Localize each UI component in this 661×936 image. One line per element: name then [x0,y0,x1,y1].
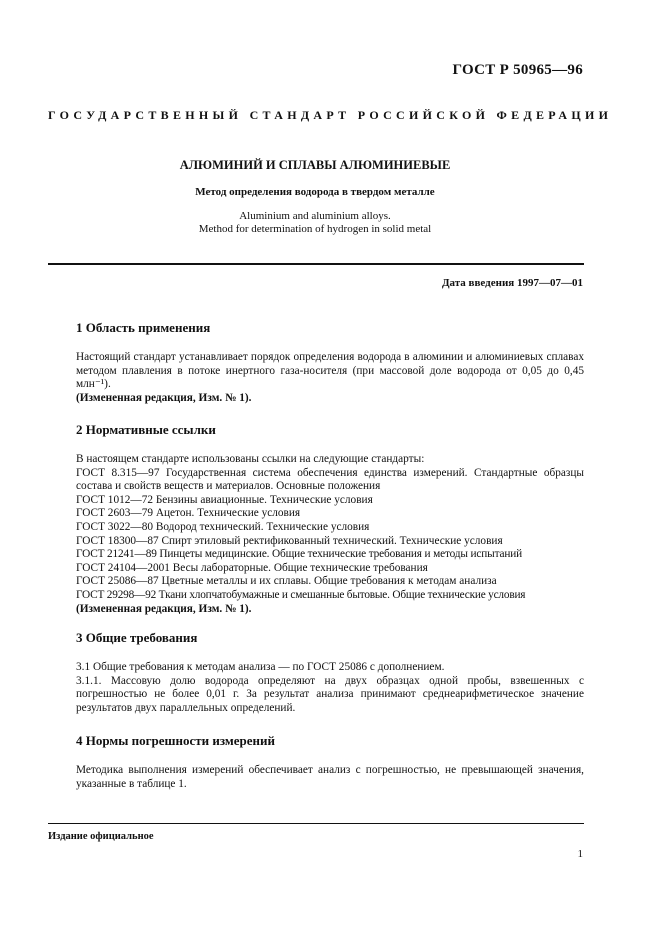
english-title [48,210,582,236]
section-1-text: Настоящий стандарт устанавливает порядок определения водорода в алюминии и алюминиевых сплавах методом плавления в потоке инертного газа-носителя (при массовой доле водорода от 0,05 до 0,45 млн⁻¹). [76,351,584,391]
section-3-heading: 3 Общие требования [76,630,198,645]
bottom-divider [48,823,584,824]
english-title-line-2: Method for determination of hydrogen in solid metal [198,223,432,235]
section-1-amendment: (Измененная редакция, Изм. № 1). [76,391,252,404]
reference-item: ГОСТ 21241—89 Пинцеты медицинские. Общие технические требования и методы испытаний [76,548,523,561]
state-standard-header: ГОСУДАРСТВЕННЫЙ СТАНДАРТ РОССИЙСКОЙ ФЕДЕРАЦИИ [48,108,613,122]
section-3-paragraph-2: 3.1.1. Массовую долю водорода определяют на двух образцах одной пробы, взвешенных с погрешностью не более 0,01 г. За результат анализа принимают среднеарифметическое значение результатов двух параллельных определений. [76,674,584,714]
introduction-date: Дата введения 1997—07—01 [441,277,583,289]
document-number: ГОСТ Р 50965—96 [452,62,583,78]
top-divider [48,263,584,265]
document-title: АЛЮМИНИЙ И СПЛАВЫ АЛЮМИНИЕВЫЕ [179,158,451,172]
page-number: 1 [577,848,583,860]
reference-item: ГОСТ 2603—79 Ацетон. Технические условия [76,507,301,520]
reference-item: ГОСТ 8.315—97 Государственная система обеспечения единства измерений. Стандартные образцы состава и свойств веществ и материалов. Основные положения [76,466,584,493]
section-2-amendment: (Измененная редакция, Изм. № 1). [76,602,252,615]
section-1-heading: 1 Область применения [76,320,211,335]
document-subtitle: Метод определения водорода в твердом металле [195,186,435,198]
reference-item: ГОСТ 1012—72 Бензины авиационные. Технические условия [76,493,373,506]
english-title-line-1: Aluminium and aluminium alloys. [239,210,391,222]
section-4-text: Методика выполнения измерений обеспечивает анализ с погрешностью, не превышающей значения, указанные в таблице 1. [76,764,584,790]
section-3-body [76,661,584,715]
official-edition-note: Издание официальное [48,831,154,842]
reference-item: ГОСТ 24104—2001 Весы лабораторные. Общие технические требования [76,561,428,574]
section-2-intro: В настоящем стандарте использованы ссылки на следующие стандарты: [76,453,425,465]
section-4-body [76,764,584,791]
reference-item: ГОСТ 18300—87 Спирт этиловый ректификованный технический. Технические условия [76,534,503,547]
section-4-heading: 4 Нормы погрешности измерений [76,733,276,748]
section-2-heading: 2 Нормативные ссылки [76,422,216,437]
section-2-body [76,453,584,616]
reference-item: ГОСТ 29298—92 Ткани хлопчатобумажные и смешанные бытовые. Общие технические условия [76,588,526,601]
section-1-body [76,351,584,405]
reference-item: ГОСТ 3022—80 Водород технический. Технические условия [76,520,370,533]
section-3-paragraph-1: 3.1 Общие требования к методам анализа — по ГОСТ 25086 с дополнением. [76,661,445,673]
reference-item: ГОСТ 25086—87 Цветные металлы и их сплавы. Общие требования к методам анализа [76,575,497,588]
